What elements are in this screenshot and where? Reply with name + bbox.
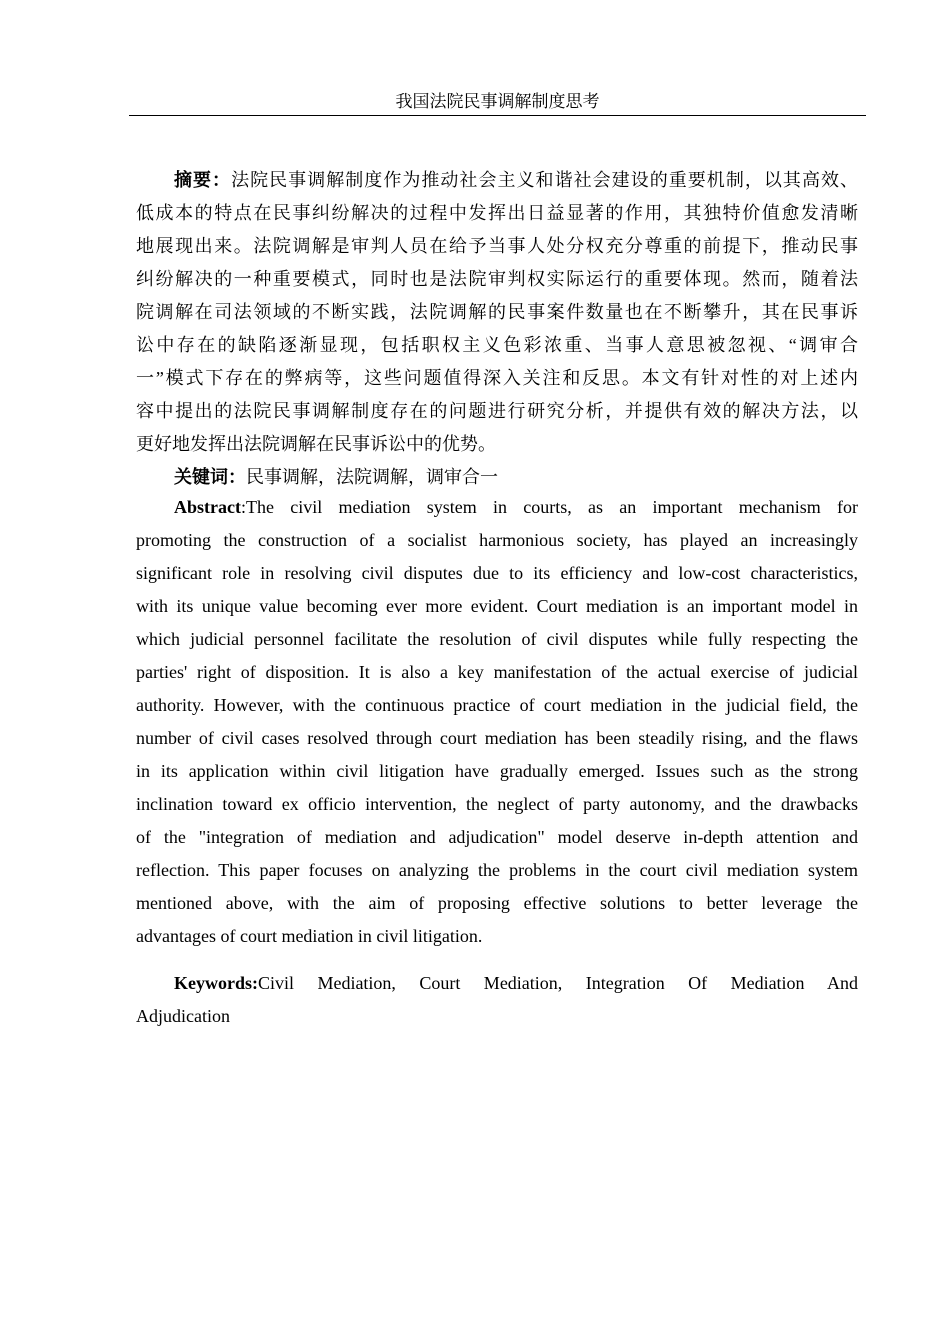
abstract-chinese-label: 摘要： (174, 170, 232, 190)
abstract-english-line (136, 821, 858, 854)
abstract-chinese-text: 法院民事调解制度作为推动社会主义和谐社会建设的重要机制，以其高效、 (231, 170, 859, 190)
abstract-chinese-line (136, 428, 858, 461)
abstract-english-line (136, 656, 858, 689)
abstract-chinese-line (136, 263, 858, 296)
abstract-english-text: advantages of court mediation in civil litigation. (136, 926, 483, 946)
abstract-english-line (136, 854, 858, 887)
abstract-english-text: inclination toward ex officio intervention, the neglect of party autonomy, and the drawbacks (136, 794, 858, 814)
abstract-chinese-line (136, 296, 858, 329)
abstract-chinese-text: 一”模式下存在的弊病等，这些问题值得深入关注和反思。本文有针对性的对上述内 (136, 368, 858, 388)
abstract-chinese-text: 容中提出的法院民事调解制度存在的问题进行研究分析，并提供有效的解决方法，以 (136, 401, 858, 421)
abstract-english-text: promoting the construction of a socialist harmonious society, has played an increasingly (136, 530, 858, 550)
abstract-english-text: number of civil cases resolved through court mediation has been steadily rising, and the flaws (136, 728, 858, 748)
abstract-english-text: parties' right of disposition. It is also a key manifestation of the actual exercise of judicial (136, 662, 858, 682)
keywords-chinese (136, 461, 858, 494)
abstract-english-line (136, 722, 858, 755)
abstract-chinese-line (136, 395, 858, 428)
abstract-english-line (136, 887, 858, 920)
keywords-chinese-text: 民事调解，法院调解，调审合一 (246, 467, 498, 487)
page-header-title: 我国法院民事调解制度思考 (129, 90, 866, 116)
abstract-english-text: mentioned above, with the aim of proposing effective solutions to better leverage the (136, 893, 858, 913)
abstract-english-text: of the "integration of mediation and adjudication" model deserve in-depth attention and (136, 827, 858, 847)
abstract-english-line (136, 623, 858, 656)
keywords-chinese-line (136, 461, 858, 494)
abstract-chinese (136, 164, 858, 461)
abstract-english-label: Abstract (174, 497, 241, 517)
abstract-english-line (136, 491, 858, 524)
abstract-english-line (136, 557, 858, 590)
abstract-english-line (136, 755, 858, 788)
abstract-english-text: significant role in resolving civil disputes due to its efficiency and low-cost characteristics, (136, 563, 858, 583)
abstract-english-line (136, 689, 858, 722)
abstract-english-text: in its application within civil litigation have gradually emerged. Issues such as the strong (136, 761, 858, 781)
abstract-chinese-line (136, 164, 858, 197)
abstract-english-text: :The civil mediation system in courts, as an important mechanism for (240, 497, 858, 517)
abstract-english (136, 491, 858, 953)
abstract-chinese-line (136, 197, 858, 230)
abstract-chinese-line (136, 230, 858, 263)
keywords-english-line: Adjudication (136, 1006, 230, 1026)
abstract-chinese-text: 纠纷解决的一种重要模式，同时也是法院审判权实际运行的重要体现。然而，随着法 (136, 269, 858, 289)
abstract-chinese-text: 更好地发挥出法院调解在民事诉讼中的优势。 (136, 434, 496, 454)
abstract-english-text: reflection. This paper focuses on analyzing the problems in the court civil mediation system (136, 860, 858, 880)
abstract-chinese-text: 院调解在司法领域的不断实践，法院调解的民事案件数量也在不断攀升，其在民事诉 (136, 302, 858, 322)
abstract-chinese-text: 低成本的特点在民事纠纷解决的过程中发挥出日益显著的作用，其独特价值愈发清晰 (136, 203, 858, 223)
abstract-english-line (136, 524, 858, 557)
keywords-chinese-label: 关键词： (174, 467, 246, 487)
keywords-english-text: Civil Mediation, Court Mediation, Integration Of Mediation And (258, 973, 858, 993)
abstract-english-line (136, 788, 858, 821)
keywords-english-label: Keywords: (174, 973, 258, 993)
abstract-english-line (136, 920, 858, 953)
abstract-english-text: authority. However, with the continuous practice of court mediation in the judicial field, the (136, 695, 858, 715)
abstract-english-line (136, 590, 858, 623)
abstract-chinese-line (136, 362, 858, 395)
abstract-english-text: with its unique value becoming ever more evident. Court mediation is an important model in (136, 596, 858, 616)
keywords-english-line (136, 967, 858, 1000)
abstract-chinese-text: 地展现出来。法院调解是审判人员在给予当事人处分权充分尊重的前提下，推动民事 (136, 236, 858, 256)
keywords-english (136, 967, 858, 1033)
abstract-english-text: which judicial personnel facilitate the resolution of civil disputes while fully respecting the (136, 629, 858, 649)
abstract-chinese-line (136, 329, 858, 362)
abstract-chinese-text: 讼中存在的缺陷逐渐显现，包括职权主义色彩浓重、当事人意思被忽视、“调审合 (136, 335, 858, 355)
